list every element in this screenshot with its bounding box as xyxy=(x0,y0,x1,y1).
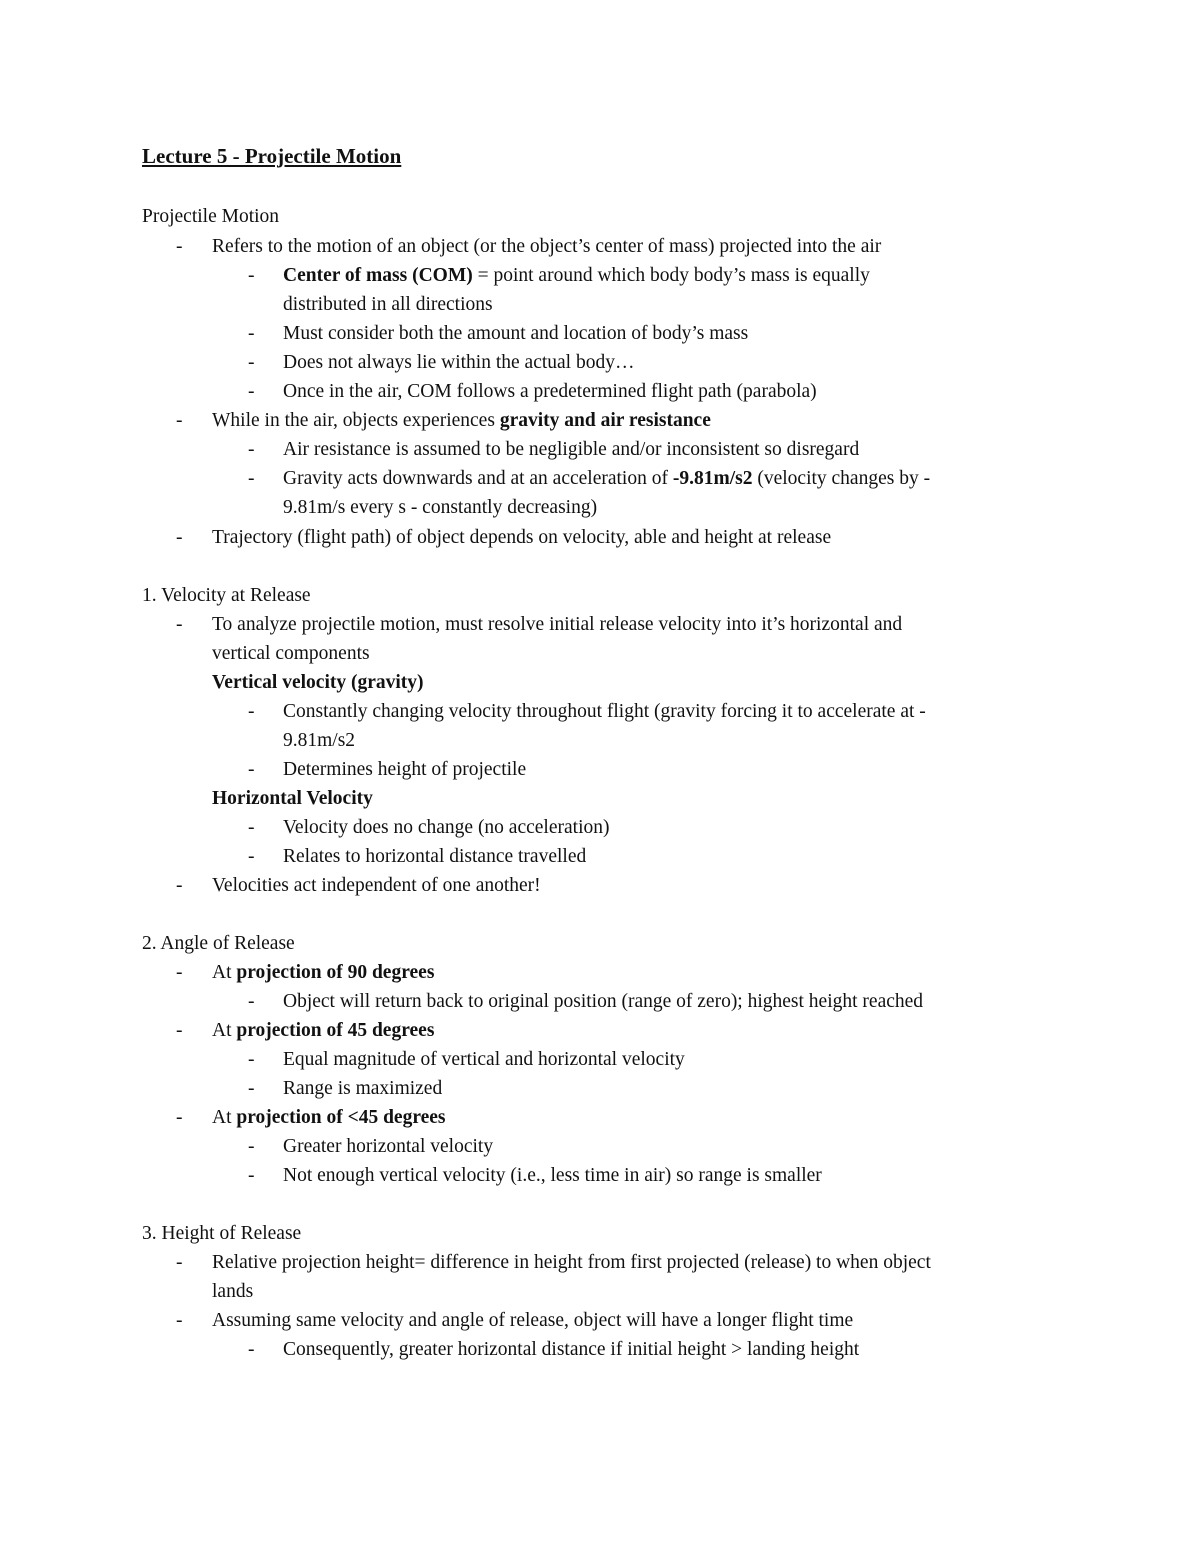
list-item xyxy=(212,961,434,985)
list-item: Must consider both the amount and location of body’s mass xyxy=(283,323,749,344)
list-item xyxy=(212,409,711,433)
bullet-dash: - xyxy=(248,468,255,489)
list-item: Does not always lie within the actual body… xyxy=(283,352,635,373)
list-item: Object will return back to original position (range of zero); highest height reached xyxy=(283,991,924,1012)
list-item-continuation: 9.81m/s2 xyxy=(283,730,356,751)
list-item: Not enough vertical velocity (i.e., less time in air) so range is smaller xyxy=(283,1165,822,1186)
list-item: Constantly changing velocity throughout flight (gravity forcing it to accelerate at - xyxy=(283,701,926,722)
list-item: Trajectory (flight path) of object depends on velocity, able and height at release xyxy=(212,527,832,548)
text-run: (velocity changes by - xyxy=(752,468,931,489)
list-item: Equal magnitude of vertical and horizontal velocity xyxy=(283,1049,685,1070)
bullet-dash: - xyxy=(176,614,183,635)
bullet-dash: - xyxy=(176,962,183,983)
bullet-dash: - xyxy=(176,527,183,548)
bullet-dash: - xyxy=(176,1252,183,1273)
bullet-dash: - xyxy=(248,381,255,402)
list-item: Relative projection height= difference in height from first projected (release) to when object xyxy=(212,1252,931,1273)
list-item: Consequently, greater horizontal distance if initial height > landing height xyxy=(283,1339,860,1360)
section-heading: 1. Velocity at Release xyxy=(142,585,311,606)
bold-term: projection of 90 degrees xyxy=(236,962,435,983)
bullet-dash: - xyxy=(248,701,255,722)
bullet-dash: - xyxy=(176,875,183,896)
list-item: Once in the air, COM follows a predetermined flight path (parabola) xyxy=(283,381,817,402)
list-item-continuation: distributed in all directions xyxy=(283,294,493,315)
list-item-continuation: lands xyxy=(212,1281,254,1302)
bullet-dash: - xyxy=(248,1078,255,1099)
bullet-dash: - xyxy=(248,817,255,838)
text-run: At xyxy=(212,1020,237,1041)
bullet-dash: - xyxy=(248,352,255,373)
section-heading: Projectile Motion xyxy=(142,206,280,227)
bold-term: Center of mass (COM) xyxy=(283,265,473,286)
text-run: At xyxy=(212,962,237,983)
list-item: Velocities act independent of one another! xyxy=(212,875,541,896)
bullet-dash: - xyxy=(248,265,255,286)
subheading: Horizontal Velocity xyxy=(212,788,373,809)
list-item xyxy=(283,264,870,288)
list-item: Assuming same velocity and angle of release, object will have a longer flight time xyxy=(212,1310,854,1331)
bullet-dash: - xyxy=(248,1049,255,1070)
bullet-dash: - xyxy=(176,1020,183,1041)
bold-term: projection of 45 degrees xyxy=(236,1020,435,1041)
list-item: Range is maximized xyxy=(283,1078,443,1099)
bullet-dash: - xyxy=(248,1136,255,1157)
bullet-dash: - xyxy=(248,759,255,780)
section-heading: 2. Angle of Release xyxy=(142,933,295,954)
list-item: Greater horizontal velocity xyxy=(283,1136,494,1157)
text-run: While in the air, objects experiences xyxy=(212,410,500,431)
list-item-continuation: vertical components xyxy=(212,643,370,664)
bullet-dash: - xyxy=(176,410,183,431)
subheading: Vertical velocity (gravity) xyxy=(212,672,424,693)
section-heading: 3. Height of Release xyxy=(142,1223,302,1244)
bullet-dash: - xyxy=(176,236,183,257)
text-run: At xyxy=(212,1107,237,1128)
bullet-dash: - xyxy=(248,1165,255,1186)
bullet-dash: - xyxy=(248,991,255,1012)
text-run: = point around which body body’s mass is equally xyxy=(472,265,870,286)
list-item xyxy=(212,1106,446,1130)
list-item: Refers to the motion of an object (or the object’s center of mass) projected into the air xyxy=(212,236,882,257)
bold-term: -9.81m/s2 xyxy=(672,468,753,489)
bold-term: projection of <45 degrees xyxy=(236,1107,446,1128)
bullet-dash: - xyxy=(248,439,255,460)
bullet-dash: - xyxy=(248,1339,255,1360)
list-item xyxy=(283,467,930,491)
list-item: Velocity does no change (no acceleration) xyxy=(283,817,610,838)
bullet-dash: - xyxy=(176,1107,183,1128)
list-item: Determines height of projectile xyxy=(283,759,527,780)
list-item: Air resistance is assumed to be negligible and/or inconsistent so disregard xyxy=(283,439,860,460)
bullet-dash: - xyxy=(248,323,255,344)
page-title: Lecture 5 - Projectile Motion xyxy=(142,144,402,168)
list-item-continuation: 9.81m/s every s - constantly decreasing) xyxy=(283,497,598,518)
list-item: Relates to horizontal distance travelled xyxy=(283,846,587,867)
bold-term: gravity and air resistance xyxy=(499,410,711,431)
bullet-dash: - xyxy=(248,846,255,867)
bullet-dash: - xyxy=(176,1310,183,1331)
list-item: To analyze projectile motion, must resolve initial release velocity into it’s horizontal and xyxy=(212,614,903,635)
text-run: Gravity acts downwards and at an acceleration of xyxy=(283,468,673,489)
list-item xyxy=(212,1019,434,1043)
